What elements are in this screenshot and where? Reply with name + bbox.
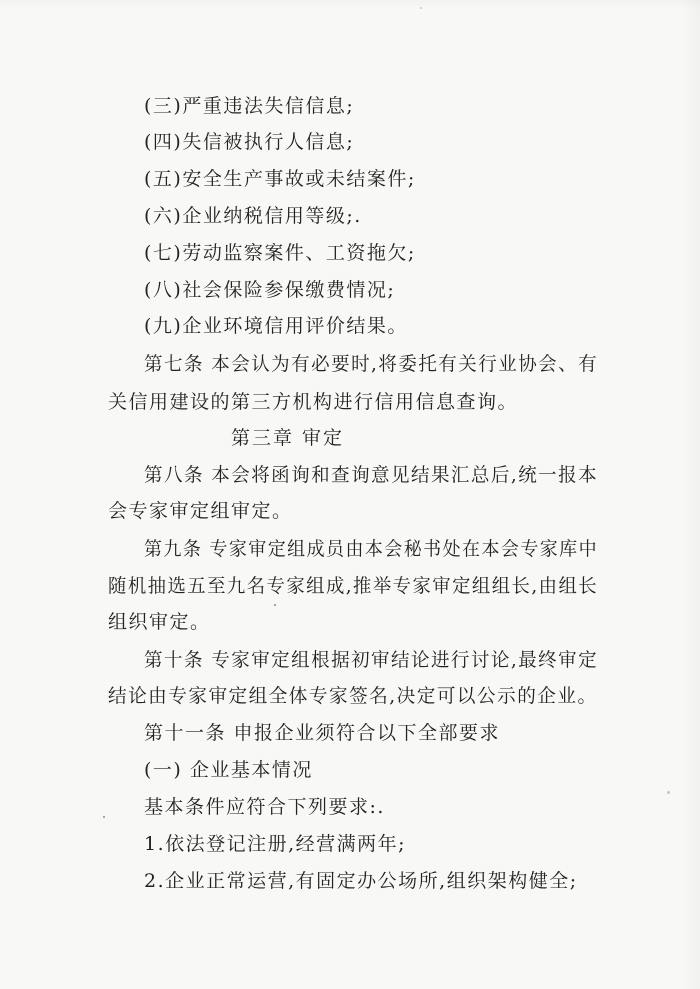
item-eight: (八)社会保险参保缴费情况; <box>144 279 396 301</box>
chapter-heading: 第三章 审定 <box>231 427 345 449</box>
requirement-one: 1.依法登记注册,经营满两年; <box>144 833 407 855</box>
item-five: (五)安全生产事故或未结案件; <box>144 168 416 190</box>
article-eight-line-2: 会专家审定组审定。 <box>108 500 293 522</box>
basic-conditions-line: 基本条件应符合下列要求:. <box>144 796 385 818</box>
scan-right-edge <box>682 0 700 989</box>
article-seven-line-2: 关信用建设的第三方机构进行信用信息查询。 <box>108 391 519 413</box>
item-six: (六)企业纳税信用等级;. <box>144 205 362 227</box>
requirement-two: 2.企业正常运营,有固定办公场所,组织架构健全; <box>144 870 578 892</box>
article-nine-line-1: 第九条 专家审定组成员由本会秘书处在本会专家库中 <box>144 538 599 560</box>
article-nine-line-2: 随机抽选五至九名专家组成,推举专家审定组组长,由组长 <box>108 575 599 597</box>
article-eleven-line: 第十一条 申报企业须符合以下全部要求 <box>144 722 501 744</box>
item-seven: (七)劳动监察案件、工资拖欠; <box>144 242 416 264</box>
scan-speck <box>420 7 422 9</box>
scan-speck <box>274 604 276 606</box>
item-three: (三)严重违法失信信息; <box>144 95 355 117</box>
basic-situation-heading: (一) 企业基本情况 <box>144 759 313 781</box>
item-four: (四)失信被执行人信息; <box>144 131 355 153</box>
article-ten-line-1: 第十条 专家审定组根据初审结论进行讨论,最终审定 <box>144 649 599 671</box>
scan-speck <box>103 816 105 818</box>
item-nine: (九)企业环境信用评价结果。 <box>144 315 408 337</box>
article-eight-line-1: 第八条 本会将函询和查询意见结果汇总后,统一报本 <box>144 464 599 486</box>
scan-speck <box>667 791 670 794</box>
scan-top-shadow <box>0 0 700 10</box>
article-nine-line-3: 组织审定。 <box>108 611 211 633</box>
article-seven-line-1: 第七条 本会认为有必要时,将委托有关行业协会、有 <box>144 353 599 375</box>
article-ten-line-2: 结论由专家审定组全体专家签名,决定可以公示的企业。 <box>108 685 598 707</box>
